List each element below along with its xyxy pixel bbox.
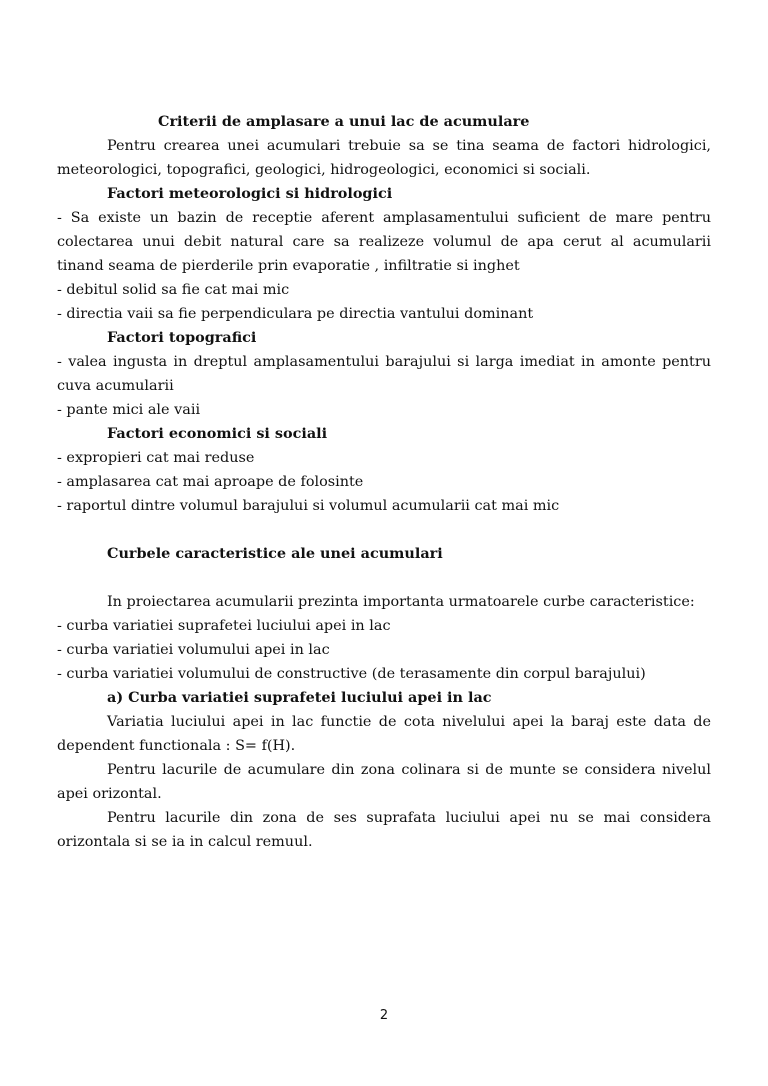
paragraph-line: Pentru lacurile de acumulare din zona colinara si de munte se considera nivelul (107, 762, 711, 778)
paragraph-line: cuva acumularii (57, 378, 174, 394)
spacer (57, 518, 711, 542)
page-number: 2 (379, 1008, 389, 1023)
list-item: - debitul solid sa fie cat mai mic (57, 282, 290, 298)
list-item: - valea ingusta in dreptul amplasamentului barajului si larga imediat in amonte pentru (57, 354, 711, 370)
paragraph-line: tinand seama de pierderile prin evaporatie , infiltratie si inghet (57, 258, 520, 274)
paragraph-line: meteorologici, topografici, geologici, hidrogeologici, economici si sociali. (57, 162, 591, 178)
list-item: - directia vaii sa fie perpendiculara pe directia vantului dominant (57, 306, 534, 322)
paragraph-line: apei orizontal. (57, 786, 162, 802)
paragraph-line: Variatia luciului apei in lac functie de cota nivelului apei la baraj este data de (107, 714, 711, 730)
document-page (57, 110, 711, 854)
paragraph-line: Pentru crearea unei acumulari trebuie sa se tina seama de factori hidrologici, (107, 138, 711, 154)
list-item: - curba variatiei volumului apei in lac (57, 642, 330, 658)
list-item: - Sa existe un bazin de receptie aferent amplasamentului suficient de mare pentru (57, 210, 711, 226)
list-item: - curba variatiei volumului de constructive (de terasamente din corpul barajului) (57, 666, 646, 682)
spacer (57, 566, 711, 590)
list-item: - raportul dintre volumul barajului si volumul acumularii cat mai mic (57, 498, 560, 514)
paragraph-line: orizontala si se ia in calcul remuul. (57, 834, 313, 850)
paragraph-line: dependent functionala : S= f(H). (57, 738, 296, 754)
subheading-eco: Factori economici si sociali (107, 425, 328, 442)
section-title: Criterii de amplasare a unui lac de acumulare (158, 113, 530, 130)
paragraph-line: In proiectarea acumularii prezinta importanta urmatoarele curbe caracteristice: (107, 594, 695, 610)
subheading-meteo: Factori meteorologici si hidrologici (107, 185, 393, 202)
paragraph-line: Pentru lacurile din zona de ses suprafata luciului apei nu se mai considera (107, 810, 711, 826)
subheading-a: a) Curba variatiei suprafetei luciului apei in lac (107, 689, 492, 706)
list-item: - curba variatiei suprafetei luciului apei in lac (57, 618, 391, 634)
subheading-topo: Factori topografici (107, 329, 257, 346)
list-item: - amplasarea cat mai aproape de folosinte (57, 474, 364, 490)
list-item: - expropieri cat mai reduse (57, 450, 255, 466)
list-item: - pante mici ale vaii (57, 402, 201, 418)
paragraph-line: colectarea unui debit natural care sa realizeze volumul de apa cerut al acumularii (57, 234, 711, 250)
subheading-curbe: Curbele caracteristice ale unei acumulari (107, 545, 443, 562)
